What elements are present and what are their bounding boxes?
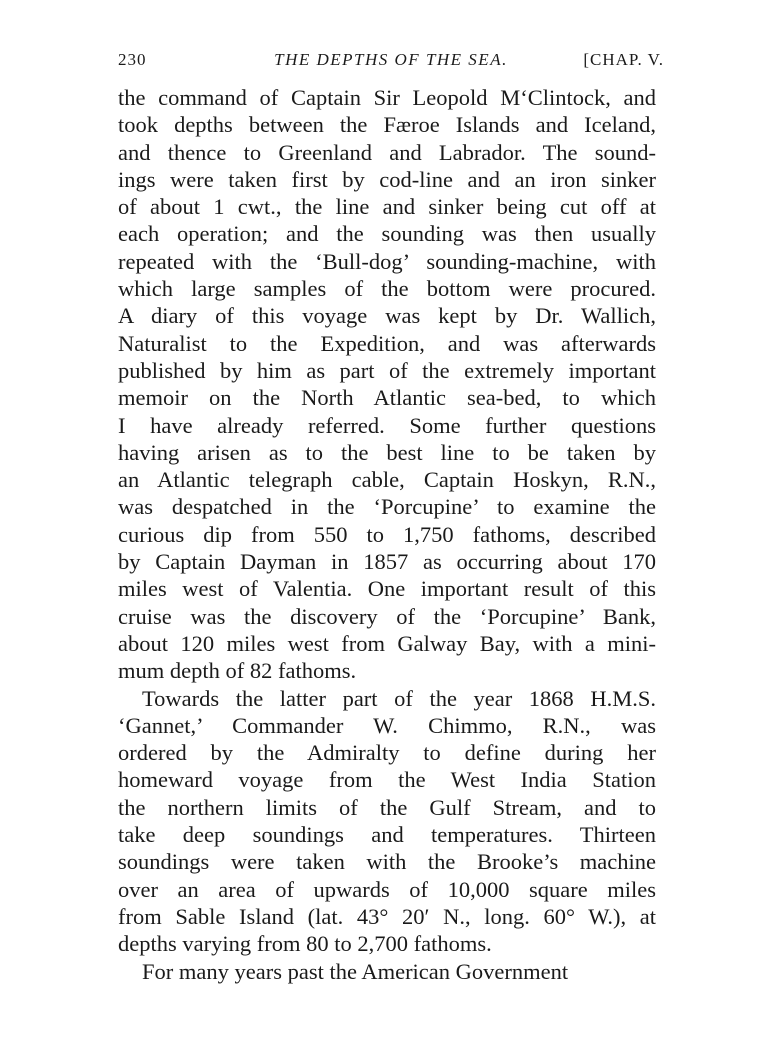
- text-line: homeward voyage from the West India Station: [118, 767, 656, 793]
- page-number: 230: [118, 50, 147, 69]
- text-line: curious dip from 550 to 1,750 fathoms, described: [118, 521, 656, 547]
- text-line: and thence to Greenland and Labrador. The sound-: [118, 139, 656, 165]
- paragraph: [118, 958, 656, 985]
- text-line: the command of Captain Sir Leopold M‘Clintock, and: [118, 85, 656, 110]
- text-line: ‘Gannet,’ Commander W. Chimmo, R.N., was: [118, 712, 656, 738]
- text-line: over an area of upwards of 10,000 square miles: [118, 876, 656, 902]
- chapter-mark: [CHAP. V.: [583, 50, 664, 69]
- page-header: [118, 50, 664, 80]
- text-line: memoir on the North Atlantic sea-bed, to which: [118, 385, 656, 411]
- text-line: the northern limits of the Gulf Stream, and to: [118, 794, 656, 820]
- text-line: I have already referred. Some further questions: [118, 412, 656, 438]
- text-line: was despatched in the ‘Porcupine’ to examine the: [118, 494, 656, 520]
- text-line: from Sable Island (lat. 43° 20′ N., long. 60° W.), at: [118, 903, 656, 929]
- text-line: Naturalist to the Expedition, and was afterwards: [118, 330, 656, 356]
- text-line: about 120 miles west from Galway Bay, with a mini-: [118, 630, 656, 656]
- text-line: took depths between the Færoe Islands and Iceland,: [118, 112, 656, 138]
- body-text: [118, 84, 656, 985]
- text-line: ordered by the Admiralty to define during her: [118, 740, 656, 766]
- text-line: depths varying from 80 to 2,700 fathoms.: [118, 931, 492, 957]
- text-line: published by him as part of the extremely important: [118, 357, 656, 383]
- text-line: miles west of Valentia. One important result of this: [118, 576, 656, 602]
- text-line: by Captain Dayman in 1857 as occurring about 170: [118, 549, 656, 575]
- text-line: soundings were taken with the Brooke’s machine: [118, 849, 656, 875]
- text-line: of about 1 cwt., the line and sinker being cut off at: [118, 194, 656, 220]
- paragraph: [118, 84, 656, 685]
- text-line: Towards the latter part of the year 1868 H.M.S.: [142, 685, 656, 711]
- text-line: take deep soundings and temperatures. Thirteen: [118, 822, 656, 848]
- text-line: mum depth of 82 fathoms.: [118, 658, 357, 684]
- text-line: cruise was the discovery of the ‘Porcupine’ Bank,: [118, 603, 656, 629]
- text-line: repeated with the ‘Bull-dog’ sounding-machine, with: [118, 248, 656, 274]
- paragraph: [118, 685, 656, 958]
- text-line: A diary of this voyage was kept by Dr. Wallich,: [118, 303, 656, 329]
- text-line: which large samples of the bottom were procured.: [118, 276, 656, 302]
- text-line: an Atlantic telegraph cable, Captain Hoskyn, R.N.,: [118, 467, 656, 493]
- text-line: For many years past the American Government: [142, 958, 569, 984]
- text-line: each operation; and the sounding was then usually: [118, 221, 656, 247]
- text-line: ings were taken first by cod-line and an iron sinker: [118, 166, 656, 192]
- running-title: THE DEPTHS OF THE SEA.: [274, 50, 508, 69]
- text-line: having arisen as to the best line to be taken by: [118, 439, 656, 465]
